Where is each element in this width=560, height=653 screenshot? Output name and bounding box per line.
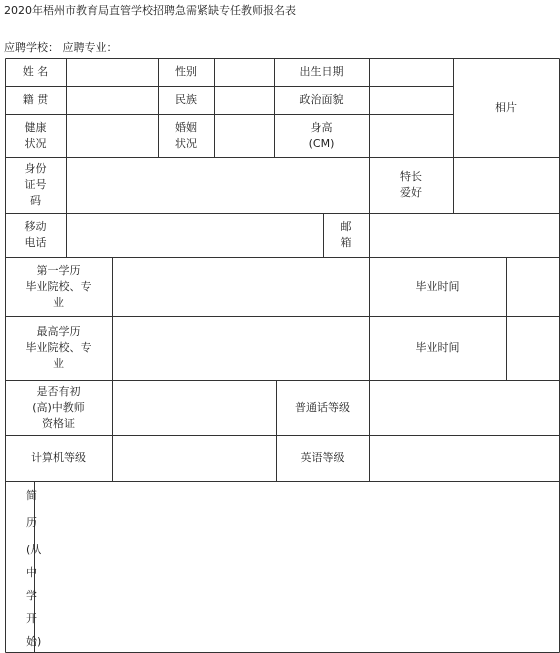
computer-level-field[interactable] xyxy=(113,436,276,481)
marital-label: 婚姻 状况 xyxy=(175,120,197,150)
birthdate-field[interactable] xyxy=(370,59,453,86)
mobile-field[interactable] xyxy=(67,214,323,257)
hometown-label: 籍 贯 xyxy=(22,93,49,106)
hobby-label: 特长 爱好 xyxy=(400,170,422,199)
email-label: 邮 箱 xyxy=(340,220,352,249)
mandarin-level-label: 普通话等级 xyxy=(295,400,350,414)
birthdate-label: 出生日期 xyxy=(299,65,344,78)
highest-degree-label: 最高学历 毕业院校、专 业 xyxy=(25,325,92,370)
hometown-field[interactable] xyxy=(67,87,158,114)
height-field[interactable] xyxy=(370,115,453,157)
ethnicity-label: 民族 xyxy=(175,93,197,106)
ethnicity-field[interactable] xyxy=(215,87,274,114)
grad-time-1-field[interactable] xyxy=(507,258,559,316)
english-level-label: 英语等级 xyxy=(300,451,345,464)
email-field[interactable] xyxy=(370,214,559,257)
gender-field[interactable] xyxy=(215,59,274,86)
highest-degree-field[interactable] xyxy=(113,317,369,380)
teacher-cert-label: 是否有初 (高)中教师 资格证 xyxy=(32,384,85,430)
political-status-field[interactable] xyxy=(370,87,453,114)
political-status-label: 政治面貌 xyxy=(299,93,344,106)
grad-time-1-label: 毕业时间 xyxy=(415,279,460,293)
mobile-label: 移动 电话 xyxy=(24,220,47,249)
resume-field[interactable] xyxy=(35,482,559,652)
health-field[interactable] xyxy=(67,115,158,157)
computer-level-label: 计算机等级 xyxy=(31,451,86,464)
health-label: 健康 状况 xyxy=(24,120,47,150)
mandarin-level-field[interactable] xyxy=(370,381,559,435)
name-label: 姓 名 xyxy=(22,65,49,78)
id-number-field[interactable] xyxy=(67,158,369,213)
form-title: 2020年梧州市教育局直管学校招聘急需紧缺专任教师报名表 xyxy=(4,4,296,17)
first-degree-label: 第一学历 毕业院校、专 业 xyxy=(25,263,92,309)
name-field[interactable] xyxy=(67,59,158,86)
height-label: 身高 (CM) xyxy=(308,120,335,150)
grad-time-2-field[interactable] xyxy=(507,317,559,380)
photo-box[interactable]: 相片 xyxy=(495,100,517,114)
id-number-label: 身份 证号 码 xyxy=(24,162,47,207)
english-level-field[interactable] xyxy=(370,436,559,481)
resume-label: 简 历 (从 中 学 开 始) xyxy=(26,489,42,648)
application-info: 应聘学校： 应聘专业： xyxy=(4,41,118,54)
marital-field[interactable] xyxy=(215,115,274,157)
teacher-cert-field[interactable] xyxy=(113,381,276,435)
grad-time-2-label: 毕业时间 xyxy=(415,341,460,354)
hobby-field[interactable] xyxy=(454,158,559,213)
gender-label: 性别 xyxy=(175,65,197,78)
first-degree-field[interactable] xyxy=(113,258,369,316)
